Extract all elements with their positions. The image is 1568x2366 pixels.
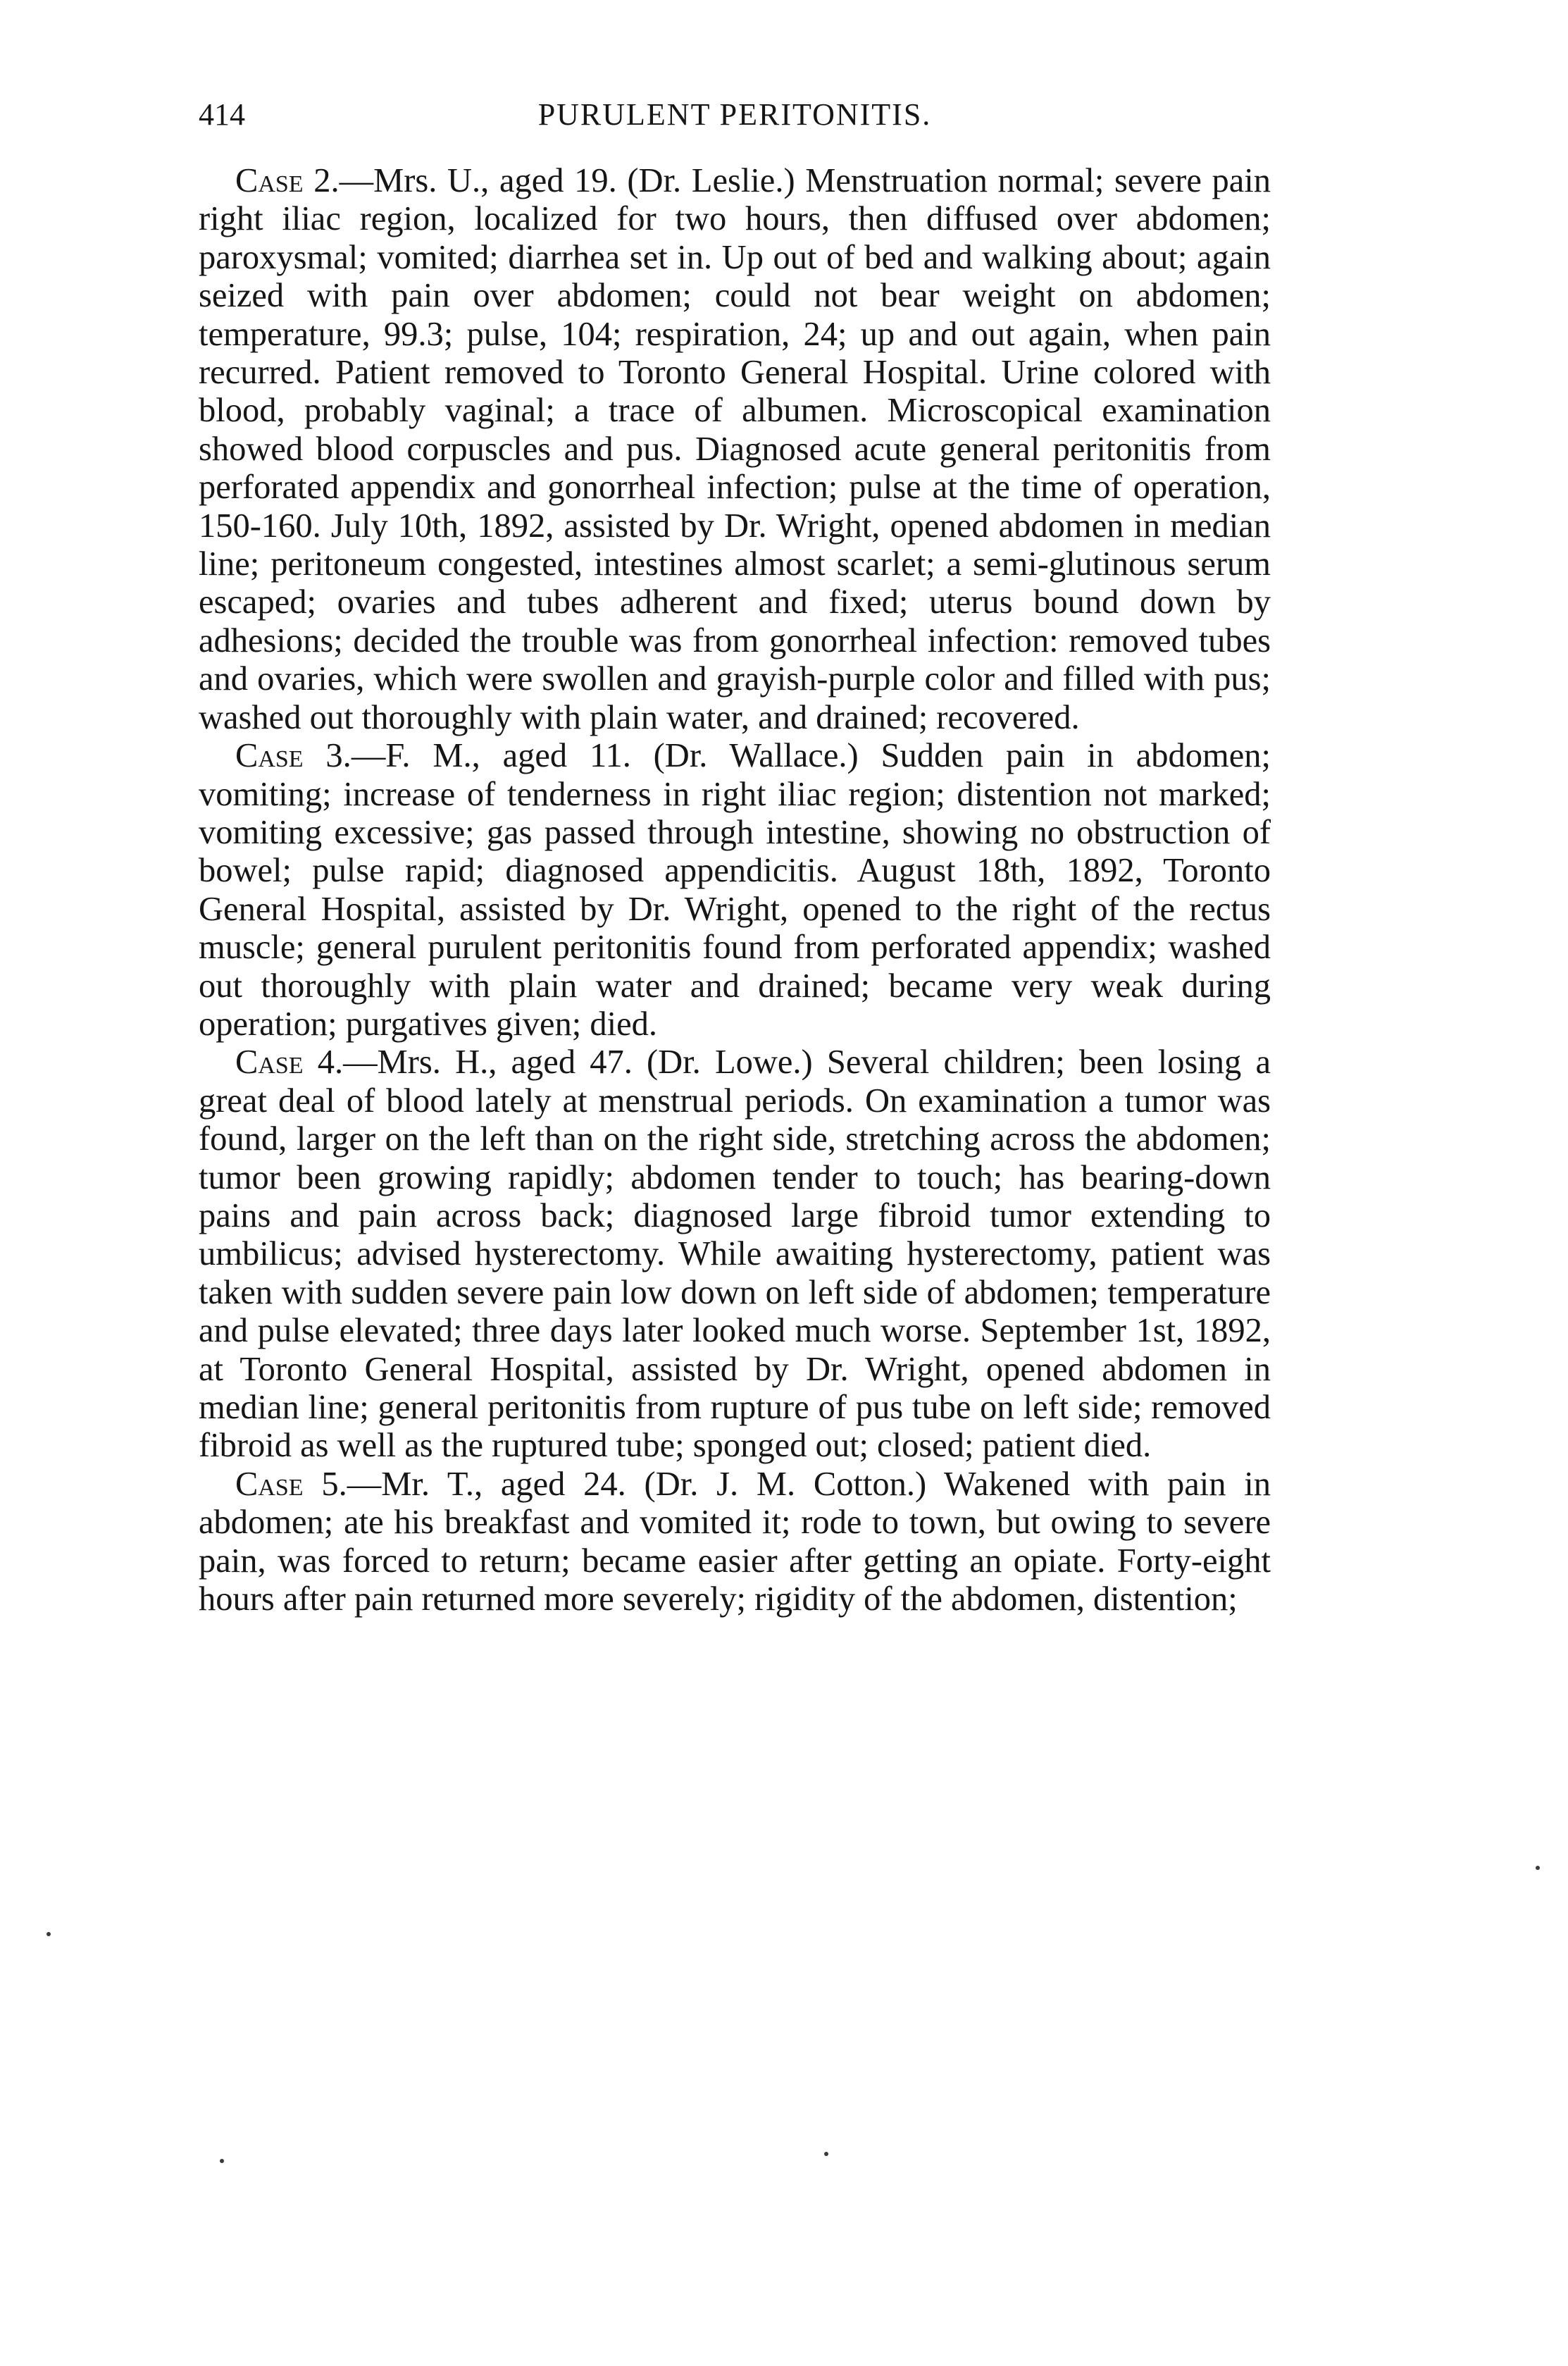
- page-number: 414: [199, 97, 245, 132]
- running-title: PURULENT PERITONITIS.: [537, 97, 932, 132]
- scan-speck: [824, 2152, 828, 2156]
- case-paragraph: [199, 737, 1271, 1043]
- case-label: Case 2.: [235, 162, 340, 199]
- case-label: Case 3.: [235, 737, 351, 775]
- body-text: [199, 162, 1271, 1618]
- case-text: —F. M., aged 11. (Dr. Wallace.) Sudden pain in abdomen; vomiting; increase of tenderness in right iliac region; distention not marked; vomiting excessive; gas passed through intestine, showing no obstruction of bowel; pulse rapid; diagnosed appendicitis. August 18th, 1892, Toronto General Hospital, assisted by Dr. Wright, opened to the right of the rectus muscle; general purulent peritonitis found from perforated appendix; washed out thoroughly with plain water and drained; became very weak during operation; purgatives given; died.: [199, 737, 1271, 1043]
- case-text: —Mrs. H., aged 47. (Dr. Lowe.) Several children; been losing a great deal of blood lately at menstrual periods. On examination a tumor was found, larger on the left than on the right side, stretching across the abdomen; tumor been growing rapidly; abdomen tender to touch; has bearing-down pains and pain across back; diagnosed large fibroid tumor extending to umbilicus; advised hysterectomy. While awaiting hysterectomy, patient was taken with sudden severe pain low down on left side of abdomen; temperature and pulse elevated; three days later looked much worse. September 1st, 1892, at Toronto General Hospital, assisted by Dr. Wright, opened abdomen in median line; general peritonitis from rupture of pus tube on left side; removed fibroid as well as the ruptured tube; sponged out; closed; patient died.: [199, 1043, 1271, 1465]
- case-label: Case 5.: [235, 1465, 347, 1503]
- case-paragraph: [199, 1466, 1271, 1619]
- case-text: —Mrs. U., aged 19. (Dr. Leslie.) Menstruation normal; severe pain right iliac region, localized for two hours, then diffused over abdomen; paroxysmal; vomited; diarrhea set in. Up out of bed and walking about; again seized with pain over abdomen; could not bear weight on abdomen; temperature, 99.3; pulse, 104; respiration, 24; up and out again, when pain recurred. Patient removed to Toronto General Hospital. Urine colored with blood, probably vaginal; a trace of albumen. Microscopical examination showed blood corpuscles and pus. Diagnosed acute general peritonitis from perforated appendix and gonorrheal infection; pulse at the time of operation, 150-160. July 10th, 1892, assisted by Dr. Wright, opened abdomen in median line; peritoneum congested, intestines almost scarlet; a semi-glutinous serum escaped; ovaries and tubes adherent and fixed; uterus bound down by adhesions; decided the trouble was from gonorrheal infection: removed tubes and ovaries, which were swollen and grayish-purple color and filled with pus; washed out thoroughly with plain water, and drained; recovered.: [199, 162, 1271, 736]
- case-label: Case 4.: [235, 1043, 344, 1082]
- scan-speck: [46, 1932, 51, 1936]
- scan-speck: [220, 2159, 224, 2163]
- case-paragraph: [199, 162, 1271, 737]
- page-header: [199, 90, 1271, 140]
- case-paragraph: [199, 1043, 1271, 1465]
- case-text: —Mr. T., aged 24. (Dr. J. M. Cotton.) Wakened with pain in abdomen; ate his breakfast and vomited it; rode to town, but owing to severe pain, was forced to return; became easier after getting an opiate. Forty-eight hours after pain returned more severely; rigidity of the abdomen, distention;: [199, 1465, 1271, 1618]
- scan-speck: [1536, 1866, 1540, 1870]
